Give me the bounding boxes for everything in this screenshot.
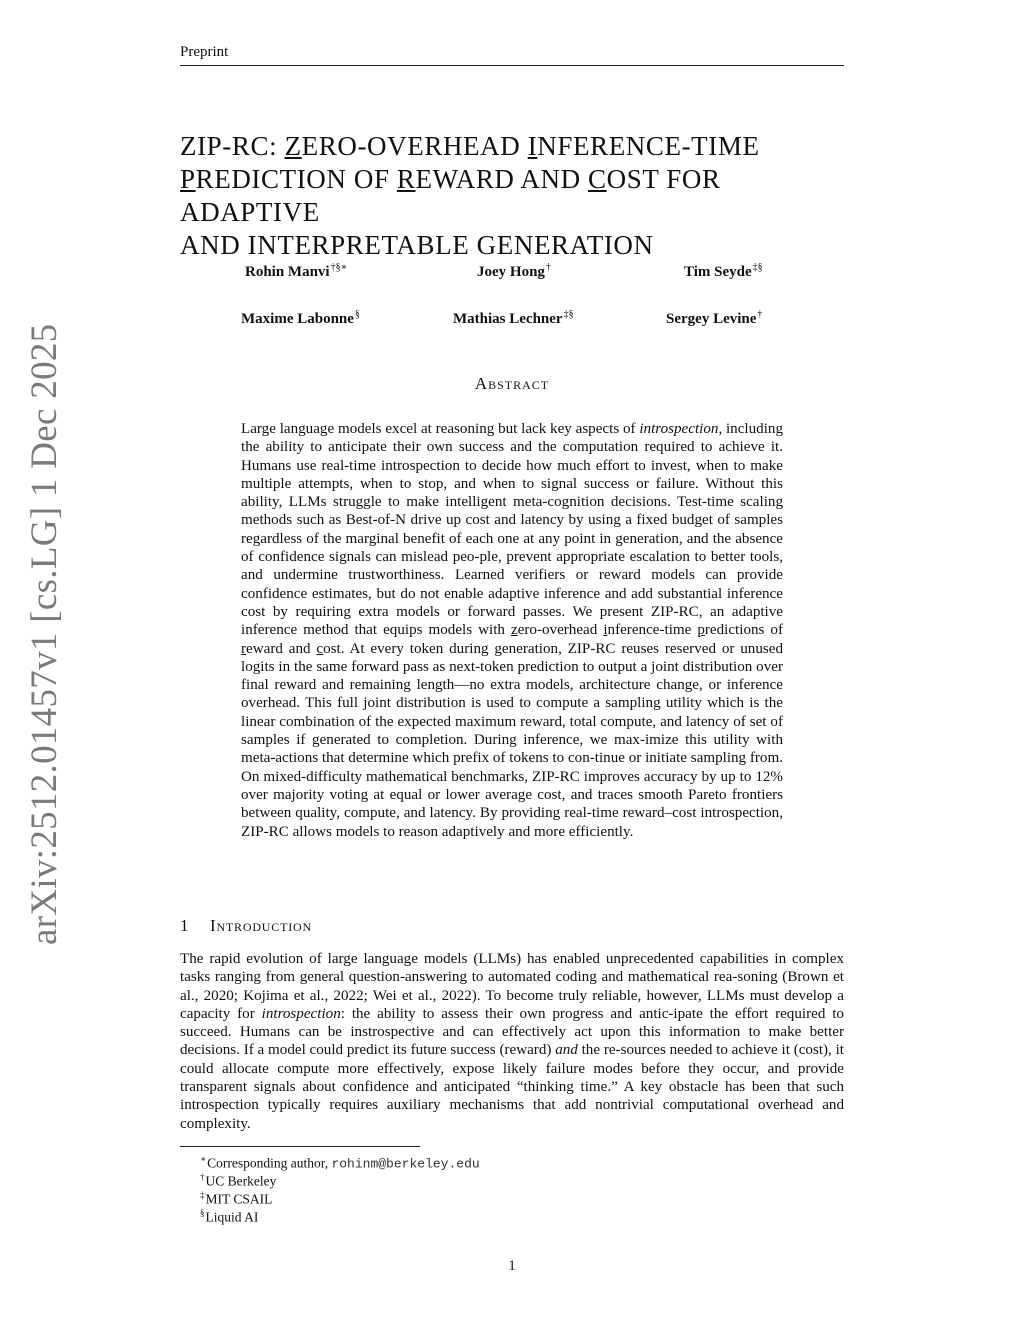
title-part: ZIP-RC:: [180, 131, 285, 161]
author-name: Sergey Levine: [666, 311, 757, 327]
intro-emphasis: introspection: [261, 1005, 341, 1022]
footnote-mit: [200, 1190, 272, 1208]
footnote-mark: †: [200, 1172, 205, 1182]
footnote-ucb: [200, 1172, 276, 1190]
title-part: ENERATION: [496, 230, 654, 260]
title-letter: C: [588, 164, 607, 194]
title-letter: Z: [284, 131, 302, 161]
abstract-text: eward and: [246, 640, 317, 657]
title-part: EWARD AND: [415, 164, 589, 194]
acronym-letter: c: [316, 640, 324, 657]
abstract-text: ero-overhead: [517, 622, 604, 639]
title-part: NTERPRETABLE: [257, 230, 477, 260]
title-part: NFERENCE-TIME: [537, 131, 760, 161]
title-letter: P: [180, 164, 196, 194]
arxiv-identifier: arXiv:2512.01457v1 [cs.LG] 1 Dec 2025: [24, 323, 65, 945]
abstract-text: redictions of: [704, 622, 783, 639]
footnote-text: UC Berkeley: [205, 1173, 277, 1189]
title-part: ERO-OVERHEAD: [301, 131, 528, 161]
abstract-text: ost.: [323, 640, 345, 657]
section-heading: [180, 916, 312, 936]
section-number: 1: [180, 916, 189, 935]
author-affiliation: †: [757, 309, 763, 320]
author-affiliation: ‡§: [563, 309, 574, 320]
author-joey-hong: [477, 262, 551, 281]
footnote-mark: ∗: [200, 1154, 207, 1164]
author-mathias-lechner: [453, 309, 574, 328]
author-name: Rohin Manvi: [245, 264, 330, 280]
footnote-corresponding: [200, 1154, 480, 1172]
abstract-body: [241, 420, 783, 841]
introduction-paragraph: [180, 950, 844, 1133]
intro-emphasis: and: [555, 1042, 578, 1059]
running-head: Preprint: [180, 44, 844, 66]
author-tim-seyde: [684, 262, 763, 281]
acronym-letter: i: [603, 622, 608, 639]
abstract-text: nference-time: [607, 622, 698, 639]
author-name: Joey Hong: [477, 264, 545, 280]
section-title: Introduction: [210, 916, 312, 935]
abstract-text: Large language models excel at reasoning but lack key aspects of: [241, 421, 640, 437]
footnote-mark: §: [200, 1208, 205, 1218]
author-affiliation: ‡§: [752, 262, 763, 273]
abstract-text: , including the ability to anticipate their own success and the computation required to achieve it. Humans use real-time introspection to decide how much effort to invest, when to make multiple attempts, when to stop, and when to signal success or failure. Without this ability, LLMs struggle to make intelligent meta-cognition decisions. Test-time scaling methods such as Best-of-N drive up cost and latency by using a fixed budget of samples regardless of the marginal benefit of each one at any point in generation, and the absence of confidence signals can mislead peo-ple, prevent appropriate escalation to better tools, and undermine trustworthiness. Learned verifiers or reward models can provide confidence estimates, but do not enable adaptive inference and add substantial inference cost by requiring extra models or forward passes. We present ZIP-RC, an adaptive inference method that equips models with: [241, 421, 784, 639]
footnote-text: MIT CSAIL: [205, 1191, 273, 1207]
intro-text: The rapid evolution of large language models (LLMs) has enabled unprecedented capabilities in complex tasks ranging from general question-answering to automated coding and mathematical rea-soning (Brown et al., 2020; Kojima et al., 2022; Wei et al., 2022). To become truly reliable, however, LLMs must develop a capacity for: [180, 951, 844, 1022]
title-part: OST FOR: [606, 164, 721, 194]
footnote-text: Liquid AI: [205, 1209, 259, 1225]
title-letter: A: [180, 197, 201, 227]
abstract-text: At every token during generation, ZIP-RC reuses reserved or unused logits in the same forward pass as next-token prediction to output a joint distribution over final reward and remaining length—no extra models, architecture change, or inference overhead. This full joint distribution is used to compute a sampling utility which is the linear combination of the expected maximum reward, total compute, and latency of set of samples if generated to completion. During inference, we max-imize this utility with meta-actions that determine which prefix of tokens to con-tinue or initiate sampling from. On mixed-difficulty mathematical benchmarks, ZIP-RC improves accuracy by up to 12% over majority voting at equal or lower average cost, and traces smooth Pareto frontiers between quality, compute, and latency. By providing real-time reward–cost introspection, ZIP-RC allows models to reason adaptively and more efficiently.: [241, 640, 783, 840]
author-sergey-levine: [666, 309, 762, 328]
author-name: Tim Seyde: [684, 264, 752, 280]
email-link[interactable]: rohinm@berkeley.edu: [331, 1156, 480, 1172]
acronym-letter: z: [510, 622, 518, 639]
footnote-mark: ‡: [200, 1190, 205, 1200]
intro-text: : the ability to assess their own progress and antic-ipate the effort required to succeed. Humans can be instrospective and can effectively act upon this information to make better decisions. If a model could predict its future success (reward): [180, 1005, 844, 1059]
title-part: AND: [180, 230, 248, 260]
abstract-heading: Abstract: [474, 374, 550, 393]
acronym-letter: r: [241, 640, 247, 657]
intro-text: the re-sources needed to achieve it (cost), it could allocate compute more effectively, expose likely failure modes before they occur, and provide transparent signals about confidence and anticipated “thinking time.” A key obstacle has been that such introspection typically requires auxiliary mechanisms that add nontrivial computational overhead and complexity.: [180, 1042, 844, 1132]
title-part: REDICTION OF: [195, 164, 397, 194]
title-letter: I: [247, 230, 258, 260]
author-maxime-labonne: [241, 309, 360, 328]
author-rohin-manvi: [245, 262, 347, 281]
author-affiliation: §: [354, 309, 360, 320]
author-name: Mathias Lechner: [453, 311, 563, 327]
author-affiliation: †: [545, 262, 551, 273]
footnote-rule: [180, 1146, 420, 1147]
acronym-letter: p: [697, 622, 705, 639]
page-number: 1: [508, 1258, 516, 1274]
footnote-liquid: [200, 1208, 258, 1226]
abstract-emphasis: introspection: [639, 421, 719, 437]
title-letter: R: [396, 164, 416, 194]
title-part: DAPTIVE: [200, 197, 320, 227]
author-name: Maxime Labonne: [241, 311, 354, 327]
paper-title: [180, 130, 860, 262]
title-letter: G: [476, 230, 497, 260]
title-letter: I: [527, 131, 538, 161]
author-affiliation: †§∗: [330, 262, 348, 273]
footnote-text: Corresponding author,: [207, 1155, 332, 1171]
